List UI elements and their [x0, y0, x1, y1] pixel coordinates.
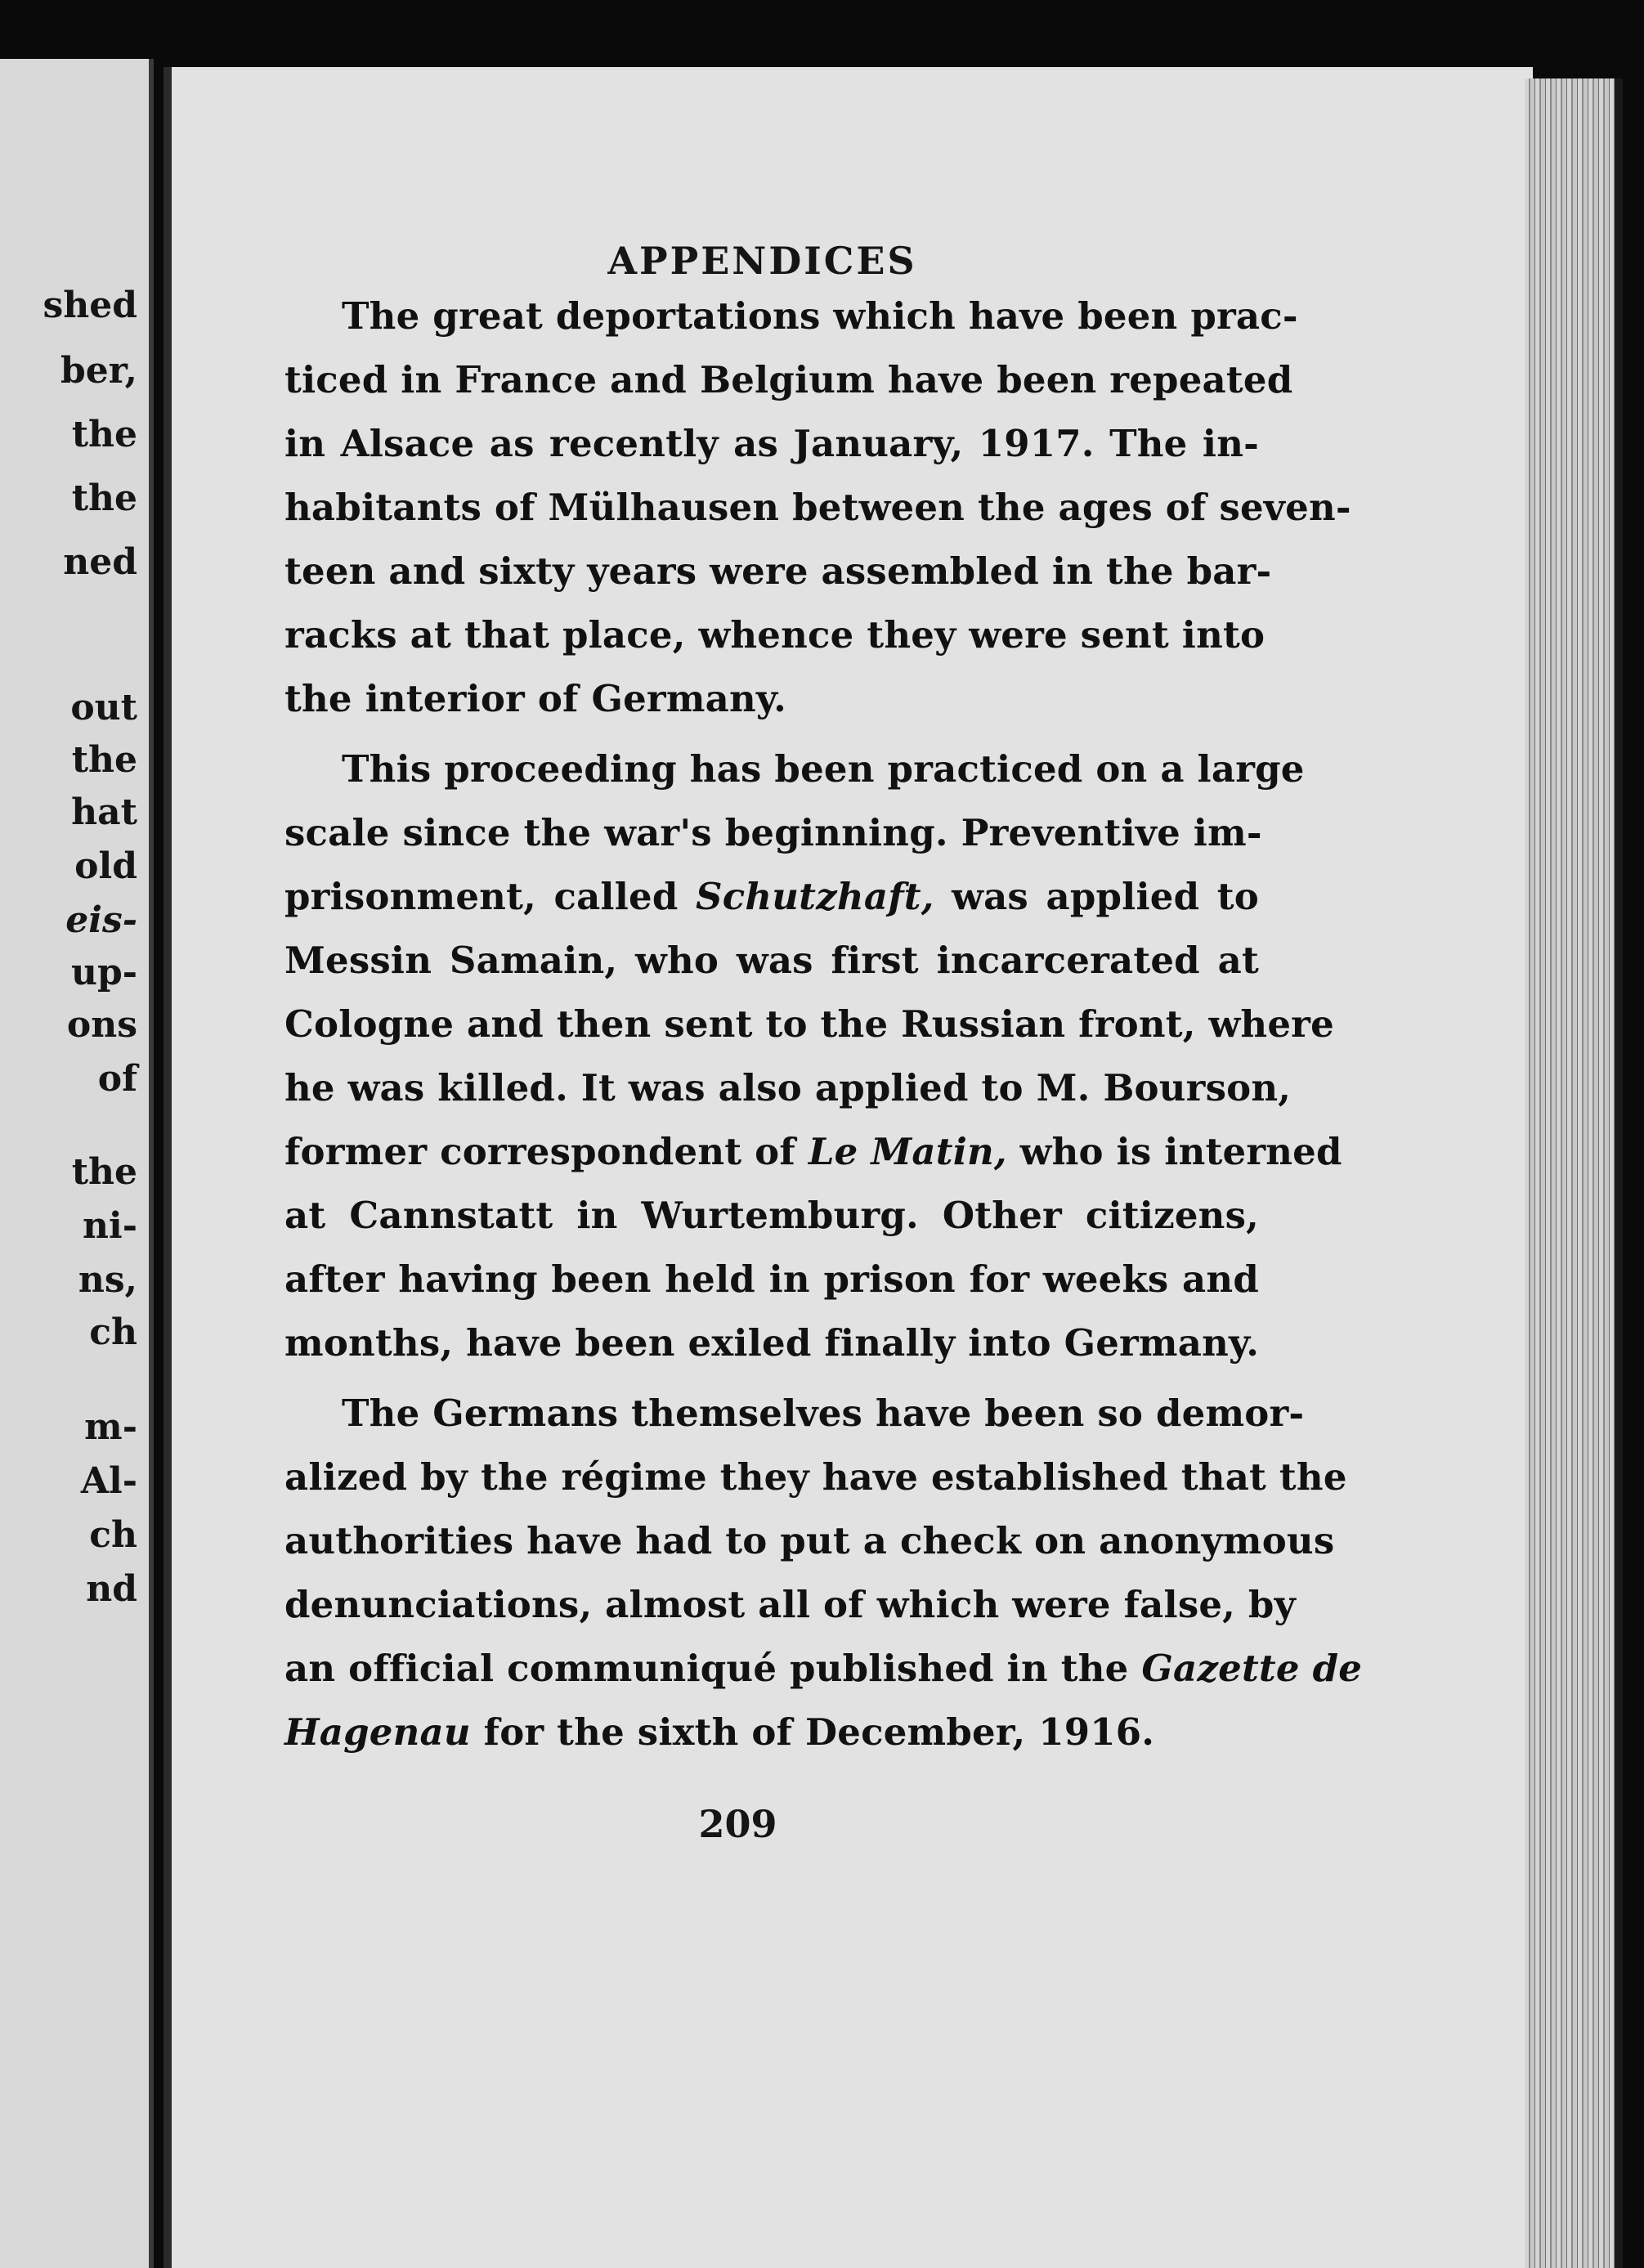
text-line: [284, 1257, 1259, 1301]
italic-text: Hagenau: [284, 1710, 471, 1754]
main-page: [164, 67, 1533, 2268]
text-line: [284, 1519, 1335, 1562]
text-span: habitants of Mülhausen between the ages of seven-: [284, 486, 1351, 529]
left-page-fragment: the: [71, 1151, 137, 1193]
text-span: the interior of Germany.: [284, 677, 786, 720]
left-page-fragment: ch: [89, 1514, 137, 1556]
text-line: [284, 613, 1265, 657]
text-span: at Cannstatt in Wurtemburg. Other citizens,: [284, 1194, 1259, 1237]
text-line: [284, 358, 1293, 401]
text-line: [284, 422, 1259, 465]
text-span: scale since the war's beginning. Preventive im-: [284, 811, 1262, 854]
text-span: denunciations, almost all of which were false, by: [284, 1583, 1296, 1626]
left-page-fragment: old: [74, 845, 137, 887]
text-line: [284, 875, 1259, 918]
text-span: This proceeding has been practiced on a large: [342, 747, 1305, 791]
left-page-fragment: ber,: [60, 350, 137, 392]
page-heading: APPENDICES: [607, 239, 917, 283]
left-page-fragment: out: [70, 687, 137, 728]
text-span: Cologne and then sent to the Russian front, where: [284, 1002, 1334, 1046]
text-span: ticed in France and Belgium have been repeated: [284, 358, 1293, 401]
left-page-fragment: hat: [71, 791, 137, 833]
text-line: [284, 811, 1262, 854]
left-page-fragment: m-: [84, 1406, 137, 1448]
left-page-fragment: ns,: [78, 1259, 137, 1301]
text-line: [284, 1392, 1305, 1435]
text-span: The great deportations which have been prac-: [342, 294, 1298, 338]
text-span: alized by the régime they have established that the: [284, 1455, 1347, 1499]
text-span: The Germans themselves have been so demor-: [342, 1392, 1305, 1435]
text-line: [284, 1710, 1259, 1754]
left-page-fragment: the: [71, 477, 137, 519]
text-line: [284, 677, 1259, 720]
left-page-fragment: Al-: [80, 1460, 137, 1502]
italic-text: Gazette de: [1141, 1647, 1363, 1690]
left-page-fragment: ch: [89, 1311, 137, 1353]
left-page-fragment: ned: [63, 541, 137, 583]
text-line: [284, 1194, 1259, 1237]
text-span: authorities have had to put a check on anonymous: [284, 1519, 1335, 1562]
text-line: [284, 1002, 1334, 1046]
text-span: months, have been exiled finally into Germany.: [284, 1321, 1260, 1365]
text-span: was applied to: [934, 875, 1259, 918]
text-span: racks at that place, whence they were sent into: [284, 613, 1265, 657]
text-span: prisonment, called: [284, 875, 697, 918]
italic-text: Schutzhaft,: [696, 875, 934, 918]
text-line: [284, 1455, 1347, 1499]
text-line: [284, 939, 1259, 982]
text-span: an official communiqué published in the: [284, 1647, 1142, 1690]
text-line: [284, 294, 1298, 338]
left-page-fragment: eis-: [65, 899, 137, 941]
left-page-fragment: ni-: [83, 1205, 137, 1247]
page-number: 209: [698, 1802, 777, 1846]
page-edges: [1525, 78, 1623, 2268]
text-span: former correspondent of: [284, 1130, 809, 1173]
left-page-fragment: up-: [70, 952, 137, 993]
left-page-fragment: ons: [66, 1004, 137, 1046]
left-page-fragment: the: [71, 739, 137, 781]
italic-text: Le Matin,: [808, 1130, 1007, 1173]
text-line: [284, 1321, 1259, 1365]
left-page-fragment: shed: [43, 285, 137, 326]
text-span: after having been held in prison for weeks and: [284, 1257, 1259, 1301]
text-line: [284, 549, 1272, 593]
text-span: for the sixth of December, 1916.: [470, 1710, 1155, 1754]
text-line: [284, 486, 1351, 529]
left-facing-page: [0, 59, 154, 2268]
left-page-fragment: the: [71, 414, 137, 455]
text-span: teen and sixty years were assembled in the bar-: [284, 549, 1272, 593]
text-span: Messin Samain, who was first incarcerated at: [284, 939, 1259, 982]
text-span: he was killed. It was also applied to M. Bourson,: [284, 1066, 1292, 1109]
text-line: [284, 1647, 1363, 1690]
left-page-fragment: nd: [86, 1568, 137, 1610]
text-line: [284, 1583, 1296, 1626]
text-line: [284, 1066, 1292, 1109]
text-line: [284, 1130, 1342, 1173]
text-span: in Alsace as recently as January, 1917. The in-: [284, 422, 1259, 465]
text-line: [284, 747, 1305, 791]
left-page-fragment: of: [97, 1058, 137, 1100]
text-span: who is interned: [1006, 1130, 1342, 1173]
